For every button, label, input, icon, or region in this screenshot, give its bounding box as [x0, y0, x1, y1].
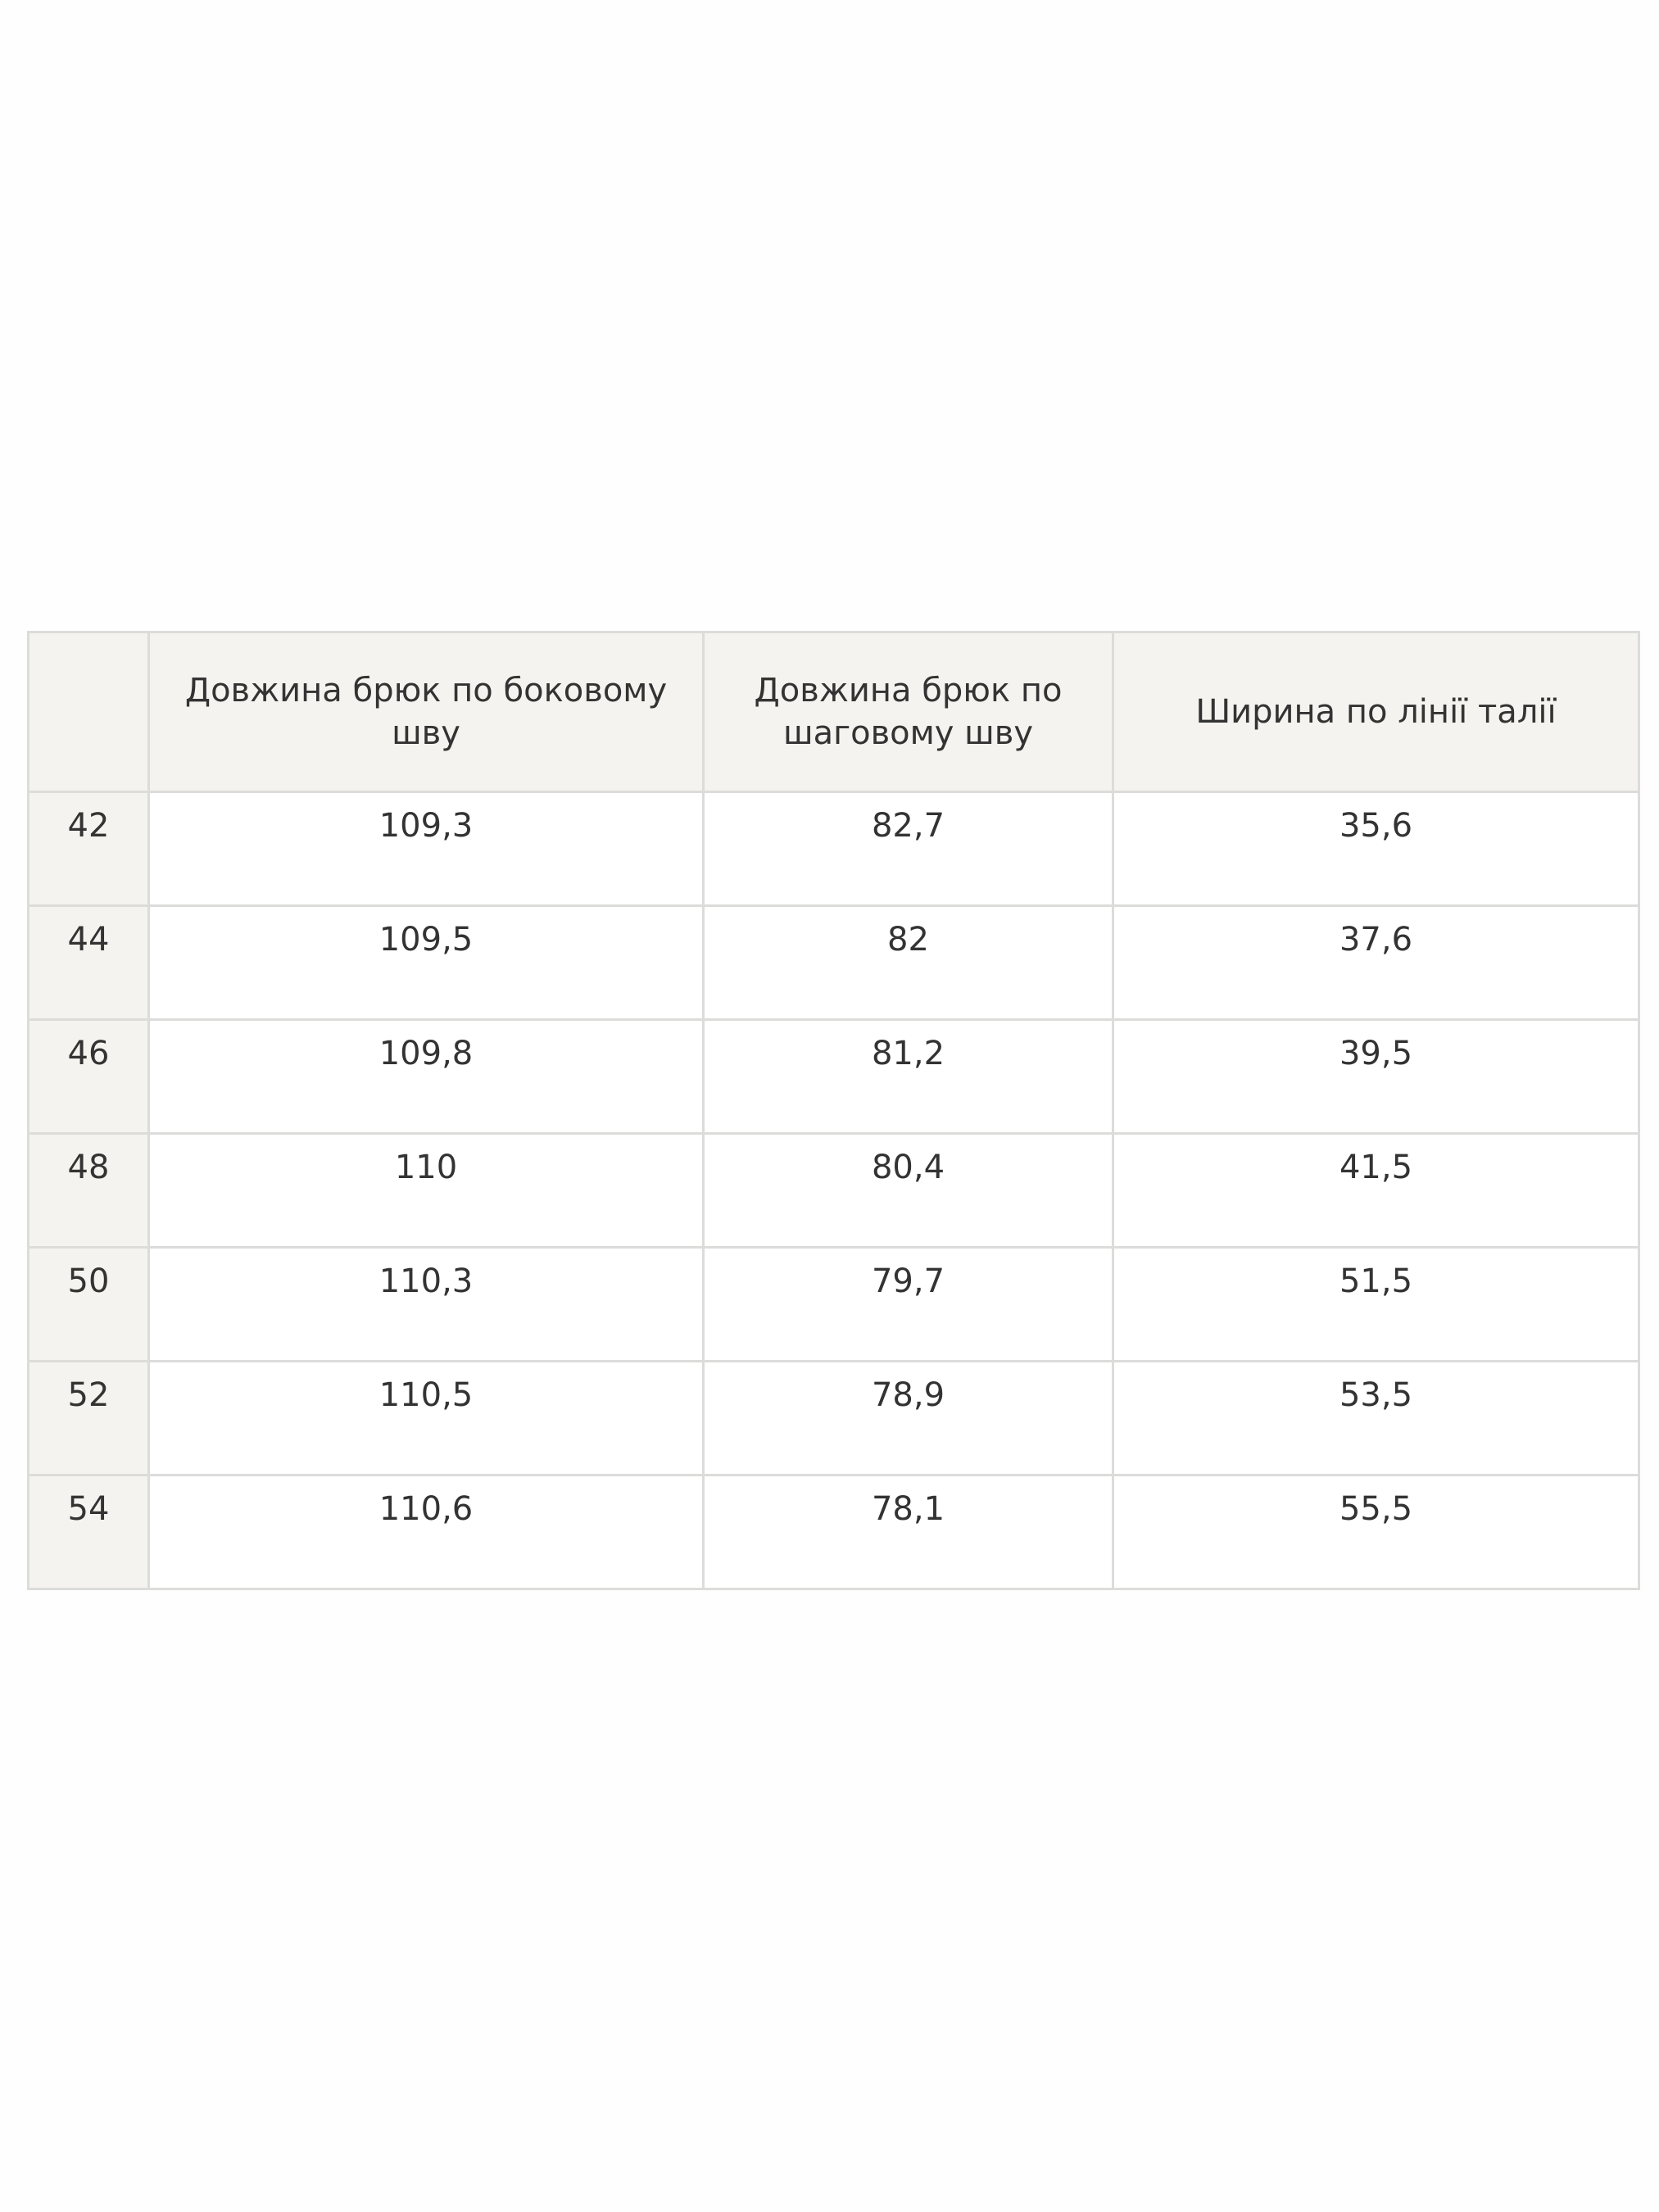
table-row: [29, 1362, 1639, 1475]
size-cell: 50: [29, 1248, 149, 1362]
table-cell: 109,3: [149, 792, 704, 906]
table-row: [29, 1134, 1639, 1248]
size-cell: 48: [29, 1134, 149, 1248]
table-row: [29, 792, 1639, 906]
table-cell: 79,7: [704, 1248, 1113, 1362]
table-row: [29, 1248, 1639, 1362]
size-cell: 54: [29, 1475, 149, 1589]
table-cell: 81,2: [704, 1020, 1113, 1134]
table-cell: 110,5: [149, 1362, 704, 1475]
table-cell: 39,5: [1113, 1020, 1639, 1134]
table-cell: 51,5: [1113, 1248, 1639, 1362]
table-cell: 41,5: [1113, 1134, 1639, 1248]
header-cell-inseam-length: Довжина брюк по шаговому шву: [704, 632, 1113, 792]
table-cell: 55,5: [1113, 1475, 1639, 1589]
table-row: [29, 1475, 1639, 1589]
table-cell: 82: [704, 906, 1113, 1020]
table-cell: 109,8: [149, 1020, 704, 1134]
header-cell-size: [29, 632, 149, 792]
table-cell: 37,6: [1113, 906, 1639, 1020]
size-cell: 52: [29, 1362, 149, 1475]
header-cell-side-seam-length: Довжина брюк по боковому шву: [149, 632, 704, 792]
header-cell-waist-width: Ширина по лінії талії: [1113, 632, 1639, 792]
table-cell: 53,5: [1113, 1362, 1639, 1475]
table-cell: 35,6: [1113, 792, 1639, 906]
table-cell: 110,6: [149, 1475, 704, 1589]
table-row: [29, 1020, 1639, 1134]
table-cell: 110: [149, 1134, 704, 1248]
table-cell: 110,3: [149, 1248, 704, 1362]
table-row: [29, 906, 1639, 1020]
size-cell: 44: [29, 906, 149, 1020]
table-header-row: [29, 632, 1639, 792]
table-cell: 82,7: [704, 792, 1113, 906]
table-cell: 78,9: [704, 1362, 1113, 1475]
table-cell: 80,4: [704, 1134, 1113, 1248]
size-chart-table: [27, 631, 1640, 1590]
table-cell: 78,1: [704, 1475, 1113, 1589]
size-cell: 42: [29, 792, 149, 906]
table-cell: 109,5: [149, 906, 704, 1020]
size-cell: 46: [29, 1020, 149, 1134]
